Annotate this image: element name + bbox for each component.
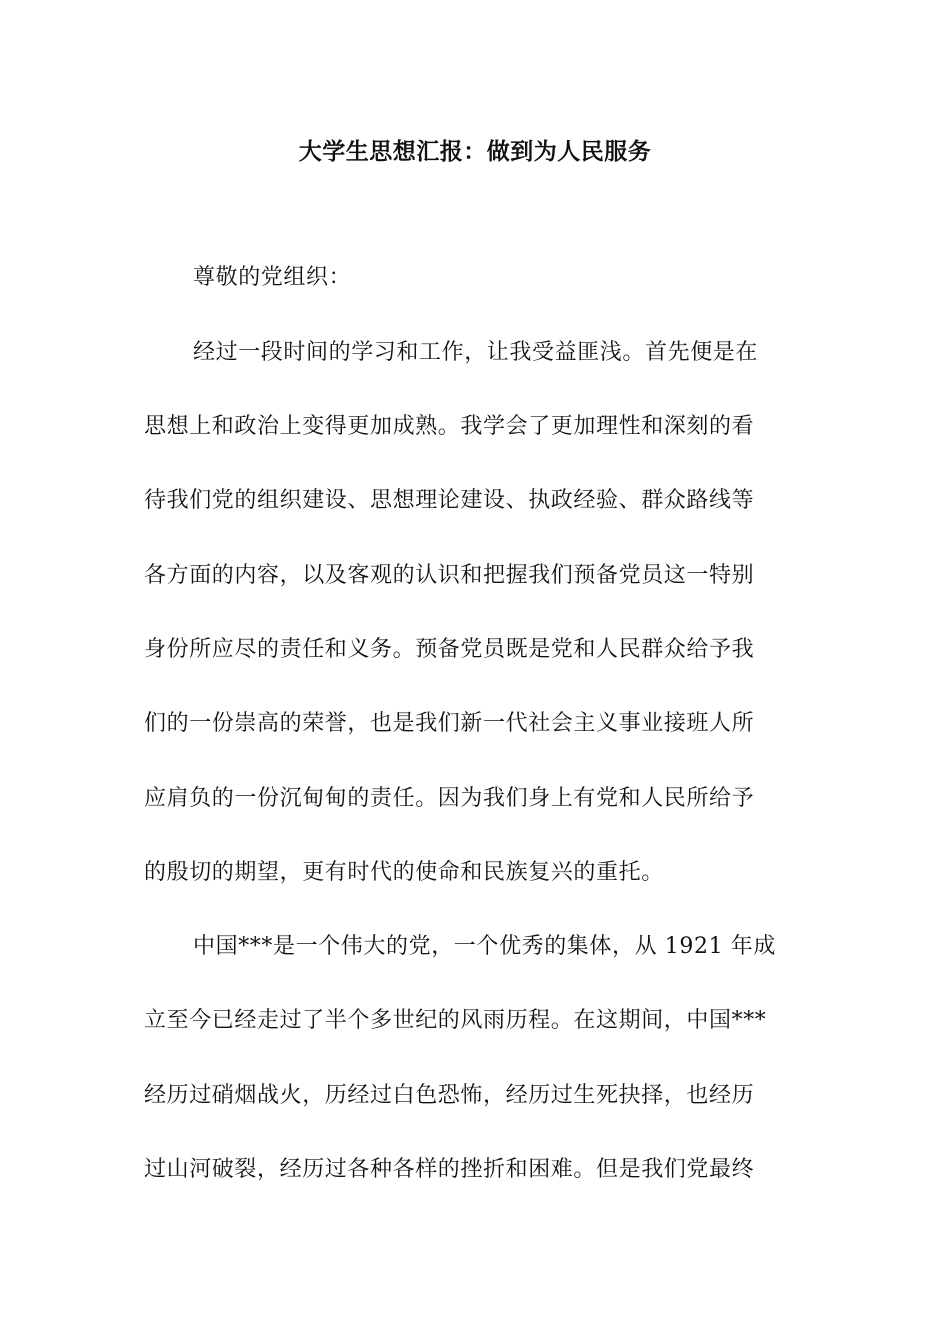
paragraph-line: 思想上和政治上变得更加成熟。我学会了更加理性和深刻的看: [144, 414, 755, 439]
paragraph-line: 待我们党的组织建设、思想理论建设、执政经验、群众路线等: [144, 488, 755, 513]
paragraph-line: 的殷切的期望，更有时代的使命和民族复兴的重托。: [144, 860, 664, 885]
salutation: 尊敬的党组织：: [193, 265, 352, 290]
paragraph-line: 应肩负的一份沉甸甸的责任。因为我们身上有党和人民所给予: [144, 786, 755, 811]
paragraph-line: 立至今已经走过了半个多世纪的风雨历程。在这期间，中国***: [144, 1008, 767, 1033]
paragraph-line: 经历过硝烟战火，历经过白色恐怖，经历过生死抉择，也经历: [144, 1083, 755, 1108]
paragraph-line: 们的一份崇高的荣誉，也是我们新一代社会主义事业接班人所: [144, 711, 755, 736]
document-title: 大学生思想汇报：做到为人民服务: [298, 138, 652, 165]
paragraph-line: 中国***是一个伟大的党，一个优秀的集体，从 1921 年成: [193, 934, 776, 959]
paragraph-line: 各方面的内容，以及客观的认识和把握我们预备党员这一特别: [144, 563, 755, 588]
paragraph-line: 经过一段时间的学习和工作，让我受益匪浅。首先便是在: [193, 340, 759, 365]
paragraph-line: 身份所应尽的责任和义务。预备党员既是党和人民群众给予我: [144, 637, 755, 662]
paragraph-line: 过山河破裂，经历过各种各样的挫折和困难。但是我们党最终: [144, 1157, 755, 1182]
